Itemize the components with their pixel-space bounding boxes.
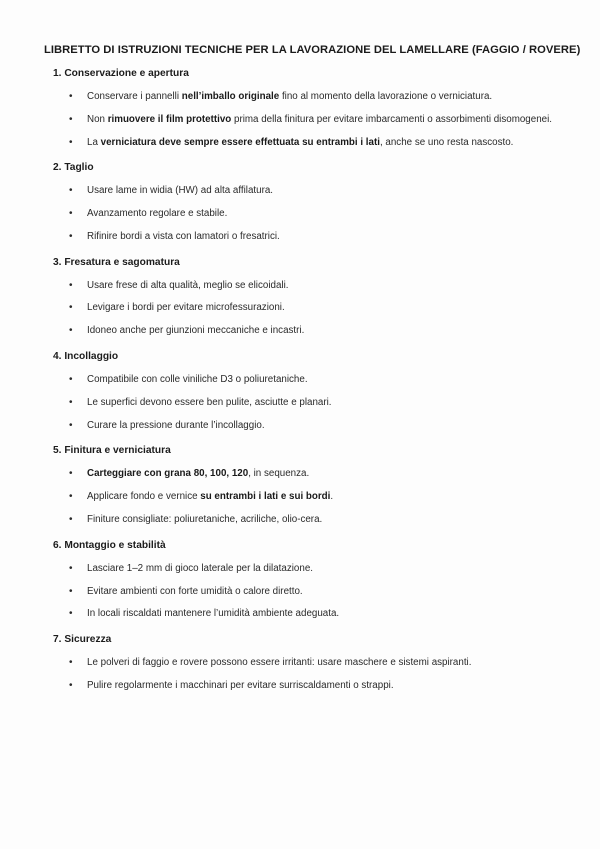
list-item	[53, 563, 553, 576]
list-item	[53, 420, 553, 433]
emphasized-text: nell’imballo originale	[181, 91, 280, 102]
item-text: La	[87, 136, 101, 148]
section	[53, 162, 553, 243]
document-body	[53, 68, 553, 703]
bullet-icon: •	[69, 396, 73, 408]
bullet-icon: •	[69, 230, 73, 242]
bullet-list	[53, 91, 553, 149]
item-text: Pulire regolarmente i macchinari per evitare surriscaldamenti o strappi.	[87, 679, 394, 691]
section-heading: 4. Incollaggio	[53, 351, 119, 363]
item-text: Levigare i bordi per evitare microfessurazioni.	[87, 302, 285, 314]
bullet-icon: •	[69, 185, 73, 197]
section	[53, 540, 553, 621]
item-text: .	[330, 491, 334, 503]
item-text: Usare frese di alta qualità, meglio se elicoidali.	[87, 279, 289, 291]
list-item	[53, 514, 553, 527]
bullet-icon: •	[69, 608, 73, 620]
bullet-list	[53, 185, 553, 243]
section-heading: 5. Finitura e verniciatura	[53, 445, 171, 457]
list-item	[53, 231, 553, 244]
section-heading: 2. Taglio	[53, 162, 94, 174]
bullet-list	[53, 657, 553, 692]
item-text: , anche se uno resta nascosto.	[379, 136, 514, 148]
item-text: Compatibile con colle viniliche D3 o poliuretaniche.	[87, 374, 308, 386]
item-text: Non	[87, 113, 108, 125]
list-item	[53, 657, 553, 670]
item-text: prima della finitura per evitare imbarcamenti o assorbimenti disomogenei.	[231, 113, 553, 125]
list-item	[53, 491, 553, 504]
list-item	[53, 114, 553, 127]
bullet-icon: •	[69, 136, 73, 148]
bullet-icon: •	[69, 302, 73, 314]
item-text: , in sequenza.	[248, 468, 310, 480]
item-text: In locali riscaldati mantenere l’umidità ambiente adeguata.	[87, 608, 340, 620]
bullet-icon: •	[69, 91, 73, 102]
bullet-icon: •	[69, 208, 73, 220]
item-text: Le superfici devono essere ben pulite, asciutte e planari.	[87, 396, 332, 408]
section	[53, 445, 553, 526]
list-item	[53, 325, 553, 338]
bullet-list	[53, 374, 553, 432]
item-text: Usare lame in widia (HW) ad alta affilatura.	[87, 185, 274, 197]
item-text: Idoneo anche per giunzioni meccaniche e incastri.	[87, 325, 305, 337]
bullet-list	[53, 563, 553, 621]
emphasized-text: su entrambi i lati e sui bordi	[200, 491, 331, 503]
section-heading: 7. Sicurezza	[53, 634, 112, 646]
list-item	[53, 586, 553, 599]
document-title: LIBRETTO DI ISTRUZIONI TECNICHE PER LA LAVORAZIONE DEL LAMELLARE (FAGGIO / ROVERE)	[44, 44, 581, 56]
list-item	[53, 397, 553, 410]
bullet-icon: •	[69, 374, 73, 386]
bullet-icon: •	[69, 562, 73, 574]
bullet-list	[53, 280, 553, 338]
item-text: Lasciare 1–2 mm di gioco laterale per la dilatazione.	[87, 562, 313, 574]
emphasized-text: verniciatura deve sempre essere effettuata su entrambi i lati	[100, 136, 380, 148]
item-text: Evitare ambienti con forte umidità o calore diretto.	[87, 585, 303, 597]
list-item	[53, 468, 553, 481]
bullet-icon: •	[69, 491, 73, 503]
list-item	[53, 185, 553, 198]
item-text: Conservare i pannelli	[87, 91, 182, 102]
section	[53, 68, 553, 149]
list-item	[53, 608, 553, 621]
bullet-icon: •	[69, 657, 73, 669]
list-item	[53, 680, 553, 693]
list-item	[53, 280, 553, 293]
list-item	[53, 302, 553, 315]
list-item	[53, 374, 553, 387]
bullet-icon: •	[69, 468, 73, 480]
section-heading: 6. Montaggio e stabilità	[53, 539, 166, 551]
section-heading: 3. Fresatura e sagomatura	[53, 256, 180, 268]
bullet-icon: •	[69, 679, 73, 691]
bullet-icon: •	[69, 585, 73, 597]
item-text: Finiture consigliate: poliuretaniche, acriliche, olio-cera.	[87, 513, 323, 525]
list-item	[53, 208, 553, 221]
list-item	[53, 137, 553, 150]
item-text: Rifinire bordi a vista con lamatori o fresatrici.	[87, 230, 280, 242]
bullet-icon: •	[69, 279, 73, 291]
item-text: Applicare fondo e vernice	[87, 491, 201, 503]
bullet-icon: •	[69, 513, 73, 525]
item-text: Avanzamento regolare e stabile.	[87, 208, 228, 220]
bullet-icon: •	[69, 419, 73, 431]
item-text: fino al momento della lavorazione o verniciatura.	[279, 91, 493, 102]
item-text: Le polveri di faggio e rovere possono essere irritanti: usare maschere e sistemi aspiranti.	[87, 657, 472, 669]
section	[53, 351, 553, 432]
section	[53, 634, 553, 692]
item-text: Curare la pressione durante l’incollaggio.	[87, 419, 265, 431]
emphasized-text: rimuovere il film protettivo	[107, 113, 232, 125]
section-heading: 1. Conservazione e apertura	[53, 68, 189, 79]
list-item	[53, 91, 553, 104]
emphasized-text: Carteggiare con grana 80, 100, 120	[87, 468, 249, 480]
bullet-icon: •	[69, 325, 73, 337]
bullet-list	[53, 468, 553, 526]
section	[53, 257, 553, 338]
bullet-icon: •	[69, 113, 73, 125]
